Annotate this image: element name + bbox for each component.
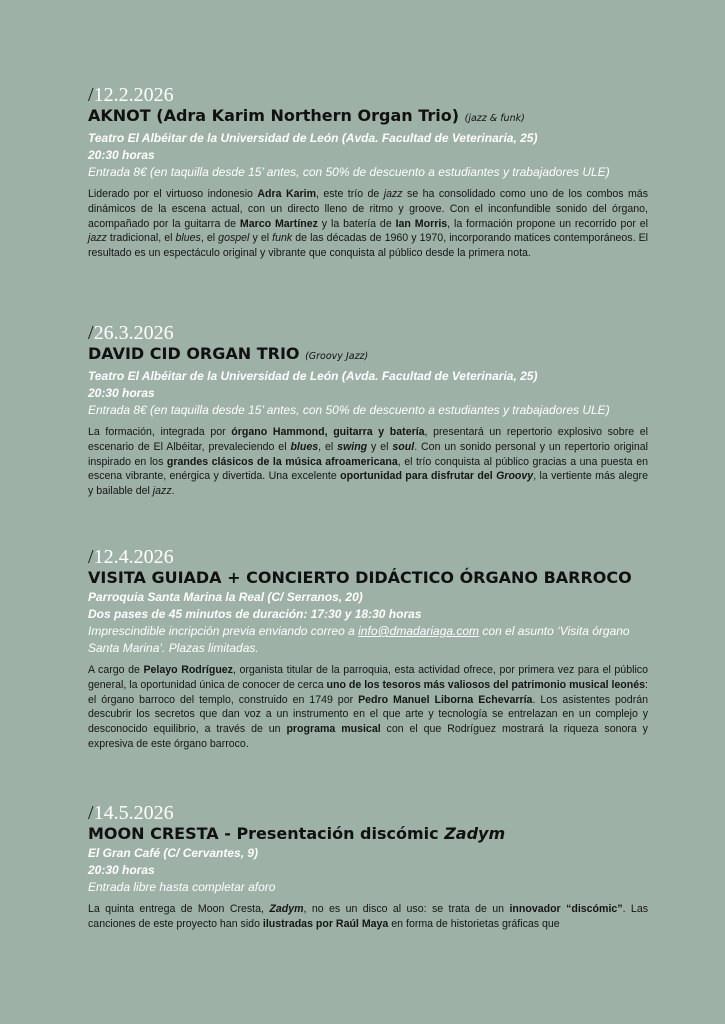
event-title: DAVID CID ORGAN TRIO (Groovy Jazz) [88, 344, 369, 363]
event-organ-visit [88, 546, 648, 752]
event-david-cid [88, 322, 648, 499]
event-date: /14.5.2026 [88, 802, 174, 824]
event-description: La quinta entrega de Moon Cresta, Zadym, no es un disco al uso: se trata de un innovador “discómic”. Las canciones de este proyecto han sido ilustradas por Raúl Maya en forma de historietas gráficas que [88, 903, 649, 930]
event-venue: Teatro El Albéitar de la Universidad de León (Avda. Facultad de Veterinaria, 25) [88, 131, 538, 145]
event-entry-note: Entrada libre hasta completar aforo [88, 880, 276, 894]
event-ticket-note: Entrada 8€ (en taquilla desde 15’ antes, con 50% de descuento a estudiantes y trabajadores ULE) [88, 165, 610, 179]
event-title: AKNOT (Adra Karim Northern Organ Trio) (jazz & funk) [88, 106, 525, 125]
event-description: Liderado por el virtuoso indonesio Adra Karim, este trío de jazz se ha consolidado como uno de los combos más dinámicos de la escena actual, con un directo lleno de ritmo y groove. Con el inconfundible sonido del órgano, acompañado por la guitarra de Marco Martínez y la batería de Ian Morris, la formación propone un recorrido por el jazz tradicional, el blues, el gospel y el funk de las décadas de 1960 y 1970, incorporando matices contemporáneos. El resultado es un espectáculo original y vibrante que conquista al público desde la primera nota. [88, 188, 649, 260]
event-date: /12.2.2026 [88, 84, 174, 106]
event-title: VISITA GUIADA + CONCIERTO DIDÁCTICO ÓRGANO BARROCO [88, 568, 632, 587]
event-title: MOON CRESTA - Presentación discómic Zadym [88, 824, 506, 843]
event-time: Dos pases de 45 minutos de duración: 17:30 y 18:30 horas [88, 607, 422, 621]
event-registration-note: Imprescindible incripción previa enviando correo a info@dmadariaga.com con el asunto ‘Visita órgano Santa Marina’. Plazas limitadas. [88, 624, 630, 655]
event-ticket-note: Entrada 8€ (en taquilla desde 15’ antes, con 50% de descuento a estudiantes y trabajadores ULE) [88, 403, 610, 417]
event-aknot [88, 84, 648, 261]
event-venue: Parroquia Santa Marina la Real (C/ Serranos, 20) [88, 590, 363, 604]
event-time: 20:30 horas [88, 863, 155, 877]
event-venue: El Gran Café (C/ Cervantes, 9) [88, 846, 259, 860]
event-date: /12.4.2026 [88, 546, 174, 568]
event-time: 20:30 horas [88, 386, 155, 400]
event-description: La formación, integrada por órgano Hammond, guitarra y batería, presentará un repertorio explosivo sobre el escenario de El Albéitar, prevaleciendo el blues, el swing y el soul. Con un sonido personal y un repertorio original inspirado en los grandes clásicos de la música afroamericana, el trío conquista al público gracias a una puesta en escena vibrante, enérgica y divertida. Una excelente oportunidad para disfrutar del Groovy, la vertiente más alegre y bailable del jazz. [88, 426, 648, 498]
event-time: 20:30 horas [88, 148, 155, 162]
event-moon-cresta [88, 802, 648, 932]
email-link[interactable]: info@dmadariaga.com [358, 624, 480, 638]
event-description: A cargo de Pelayo Rodríguez, organista titular de la parroquia, esta actividad ofrece, por primera vez para el público general, la oportunidad única de conocer de cerca uno de los tesoros más valiosos del patrimonio musical leonés: el órgano barroco del templo, construido en 1749 por Pedro Manuel Liborna Echevarría. Los asistentes podrán descubrir los secretos que dan voz a un instrumento en el que arte y tecnología se entrelazan en un complejo y desconocido equilibrio, a través de un programa musical con el que Rodríguez mostrará la riqueza sonora y expresiva de este órgano barroco. [88, 664, 649, 750]
event-genre: (Groovy Jazz) [305, 351, 369, 362]
event-venue: Teatro El Albéitar de la Universidad de León (Avda. Facultad de Veterinaria, 25) [88, 369, 538, 383]
event-genre: (jazz & funk) [464, 113, 525, 124]
event-date: /26.3.2026 [88, 322, 174, 344]
